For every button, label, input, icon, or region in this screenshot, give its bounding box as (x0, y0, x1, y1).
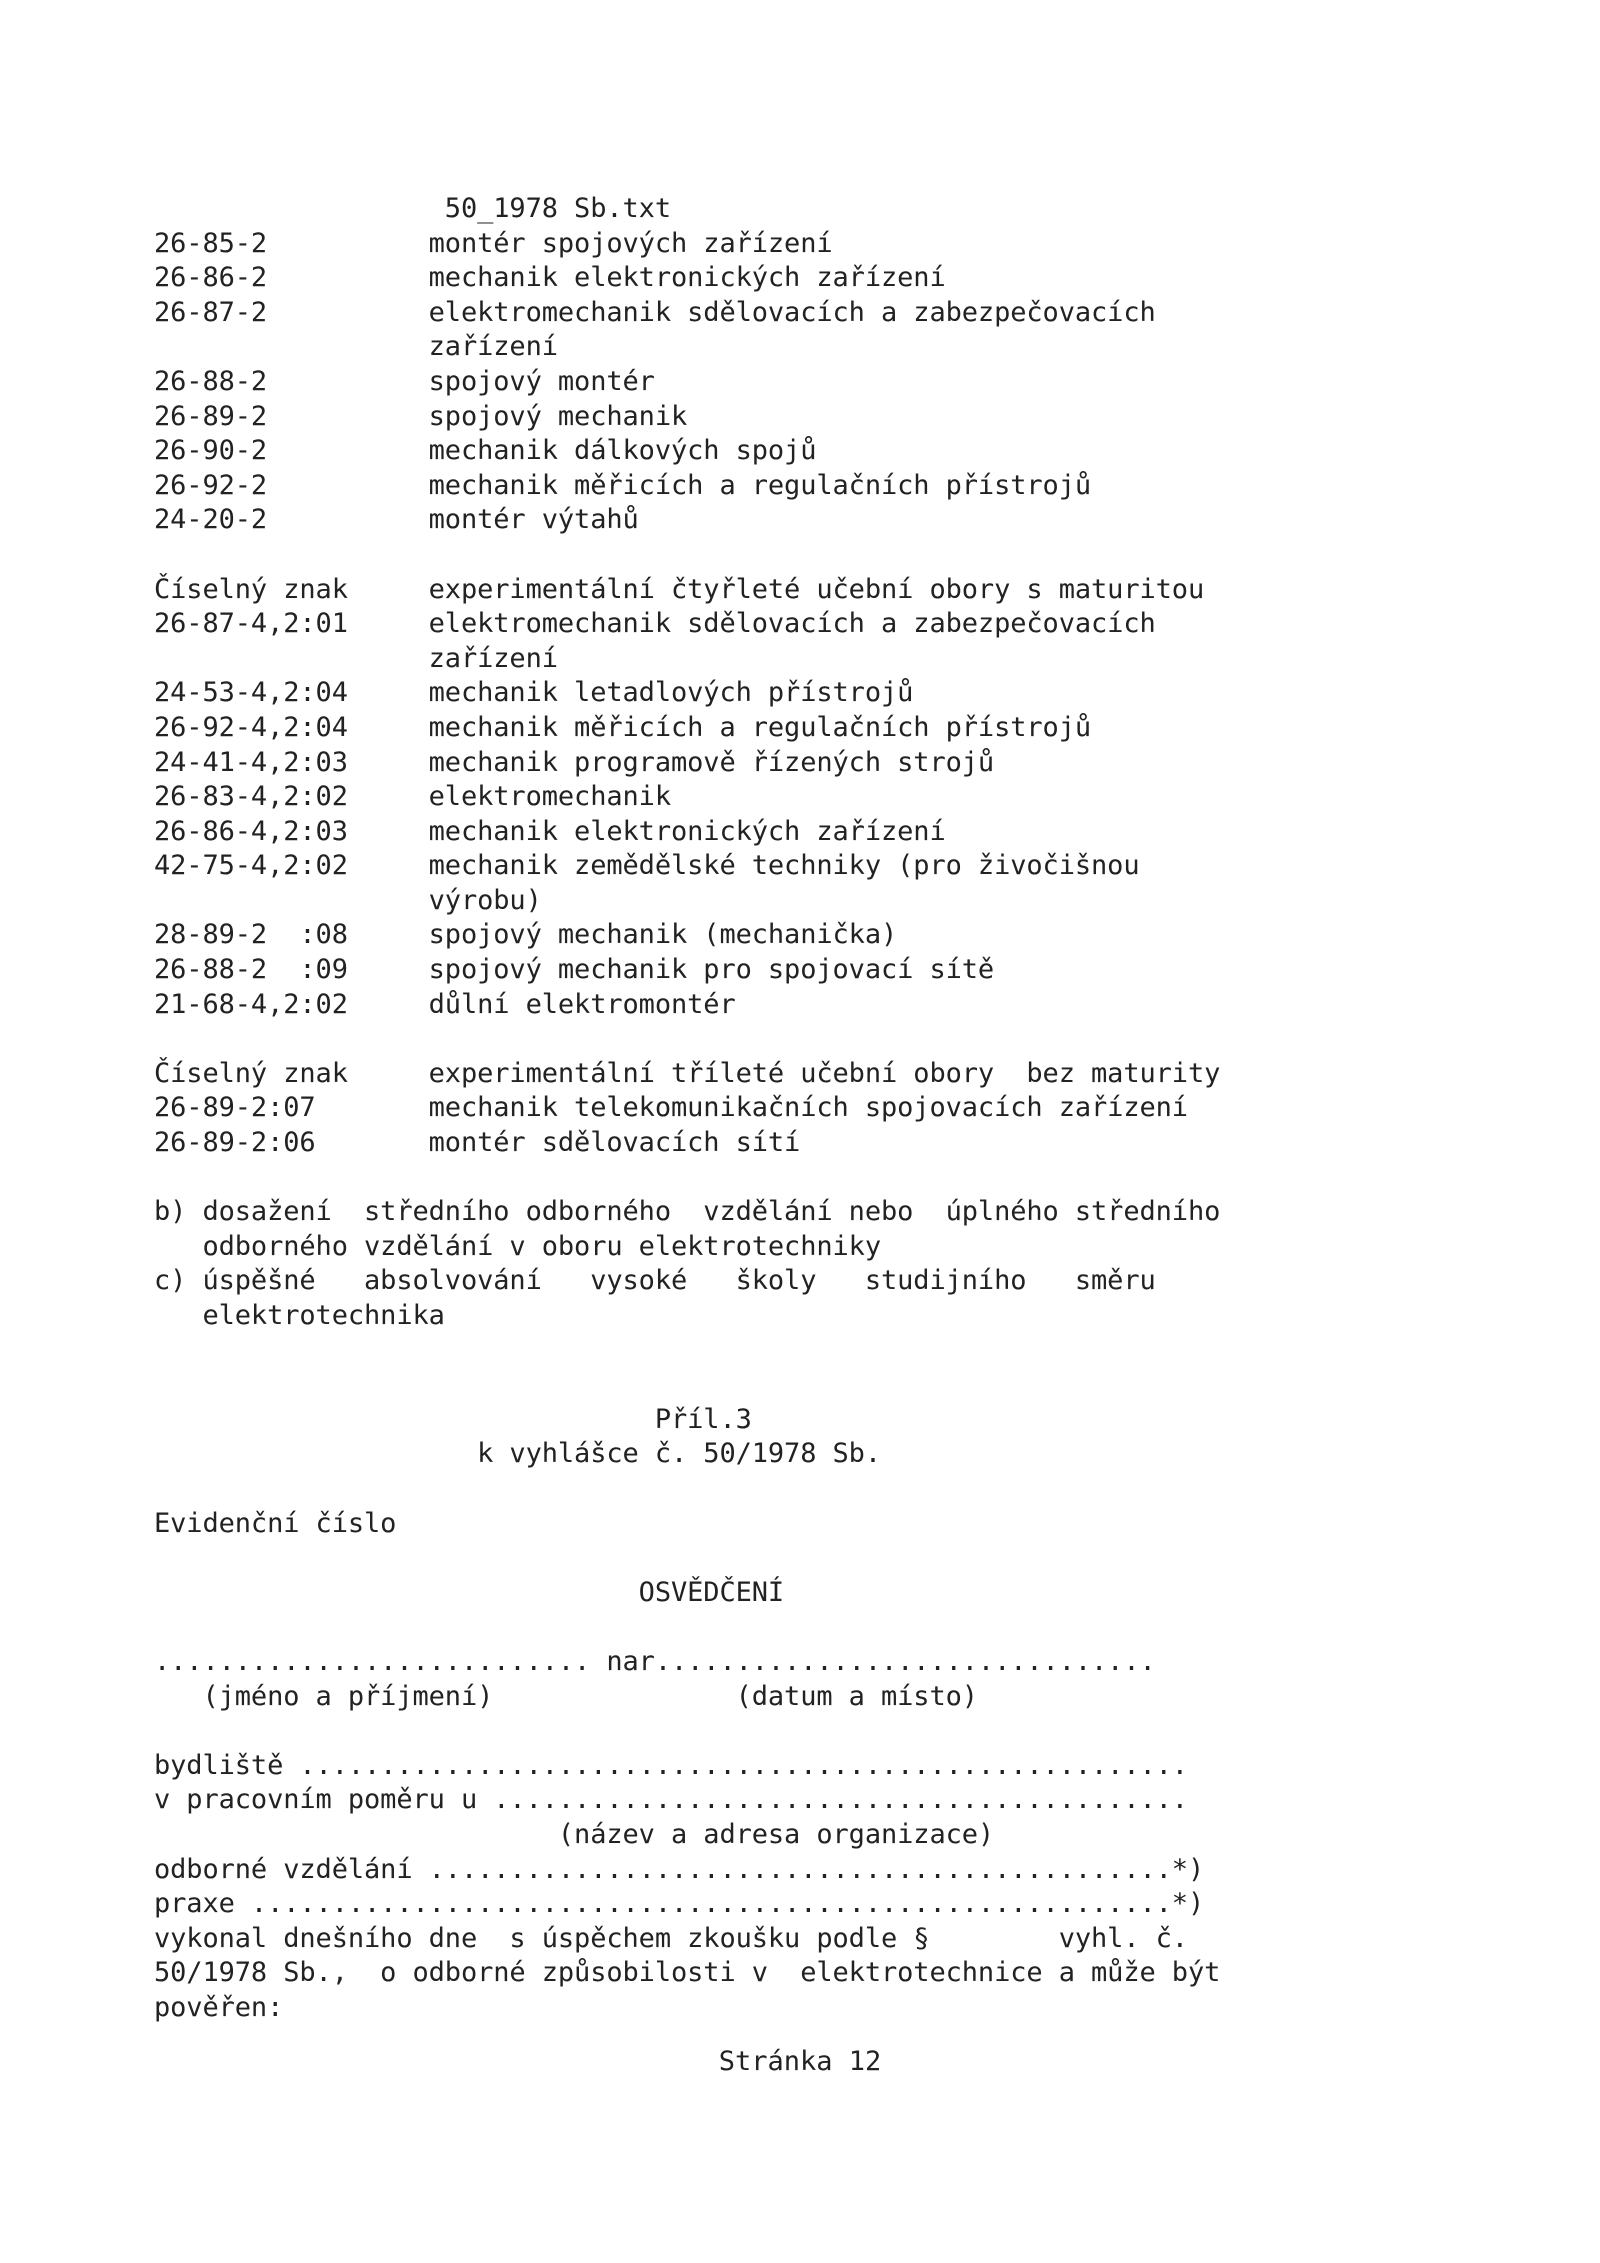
text-line: zařízení (154, 642, 558, 674)
text-line: Příl.3 (154, 1403, 752, 1435)
text-line: 26-90-2 mechanik dálkových spojů (154, 435, 817, 467)
text-line: 26-88-2 spojový montér (154, 365, 655, 397)
text-line: (jméno a příjmení) (datum a místo) (154, 1680, 978, 1712)
text-line: 26-87-4,2:01 elektromechanik sdělovacích a zabezpečovacích (154, 608, 1156, 640)
text-line: 28-89-2 :08 spojový mechanik (mechanička) (154, 919, 898, 951)
text-line: v pracovním poměru u ........................................... (154, 1784, 1188, 1816)
text-line: praxe .........................................................*) (154, 1888, 1205, 1920)
text-line: Evidenční číslo (154, 1507, 397, 1539)
text-line: 26-89-2:07 mechanik telekomunikačních spojovacích zařízení (154, 1092, 1188, 1124)
page-number: Stránka 12 (718, 2046, 882, 2077)
text-line: 26-87-2 elektromechanik sdělovacích a zabezpečovacích (154, 296, 1156, 328)
text-line: k vyhlášce č. 50/1978 Sb. (154, 1438, 881, 1470)
text-line: ........................... nar............................... (154, 1645, 1156, 1677)
text-line: 50/1978 Sb., o odborné způsobilosti v elektrotechnice a může být (154, 1957, 1221, 1989)
text-line: výrobu) (154, 884, 542, 916)
text-line: c) úspěšné absolvování vysoké školy studijního směru (154, 1265, 1156, 1297)
text-line: odborné vzdělání ..............................................*) (154, 1853, 1205, 1885)
document-body (154, 192, 1220, 2025)
text-line: odborného vzdělání v oboru elektrotechniky (154, 1230, 881, 1262)
text-line: zařízení (154, 331, 558, 363)
text-line: elektrotechnika (154, 1300, 445, 1331)
text-line: 26-89-2:06 montér sdělovacích sítí (154, 1127, 801, 1159)
text-line: 42-75-4,2:02 mechanik zemědělské techniky (pro živočišnou (154, 850, 1140, 882)
text-line: 26-86-2 mechanik elektronických zařízení (154, 262, 946, 294)
text-line: vykonal dnešního dne s úspěchem zkoušku podle § vyhl. č. (154, 1922, 1188, 1954)
text-line: 24-41-4,2:03 mechanik programově řízených strojů (154, 746, 995, 778)
text-line: 24-53-4,2:04 mechanik letadlových přístrojů (154, 677, 914, 709)
text-line: 26-83-4,2:02 elektromechanik (154, 781, 671, 813)
text-line: 26-86-4,2:03 mechanik elektronických zařízení (154, 815, 946, 847)
text-line: bydliště ....................................................... (154, 1749, 1188, 1781)
text-line: Číselný znak experimentální tříleté učební obory bez maturity (154, 1057, 1221, 1089)
text-line: 24-20-2 montér výtahů (154, 504, 639, 536)
text-line: 21-68-4,2:02 důlní elektromontér (154, 988, 736, 1020)
text-line: OSVĚDČENÍ (154, 1576, 785, 1608)
text-line: 50_1978 Sb.txt (154, 193, 671, 224)
text-line: 26-92-4,2:04 mechanik měřicích a regulačních přístrojů (154, 711, 1092, 743)
text-line: 26-85-2 montér spojových zařízení (154, 227, 833, 259)
text-line: Číselný znak experimentální čtyřleté učební obory s maturitou (154, 573, 1205, 605)
text-line: 26-89-2 spojový mechanik (154, 400, 688, 432)
text-line: (název a adresa organizace) (154, 1818, 995, 1850)
text-line: pověřen: (154, 1991, 284, 2023)
text-line: 26-88-2 :09 spojový mechanik pro spojovací sítě (154, 954, 995, 986)
text-line: 26-92-2 mechanik měřicích a regulačních přístrojů (154, 469, 1092, 501)
text-line: b) dosažení středního odborného vzdělání nebo úplného středního (154, 1196, 1221, 1228)
